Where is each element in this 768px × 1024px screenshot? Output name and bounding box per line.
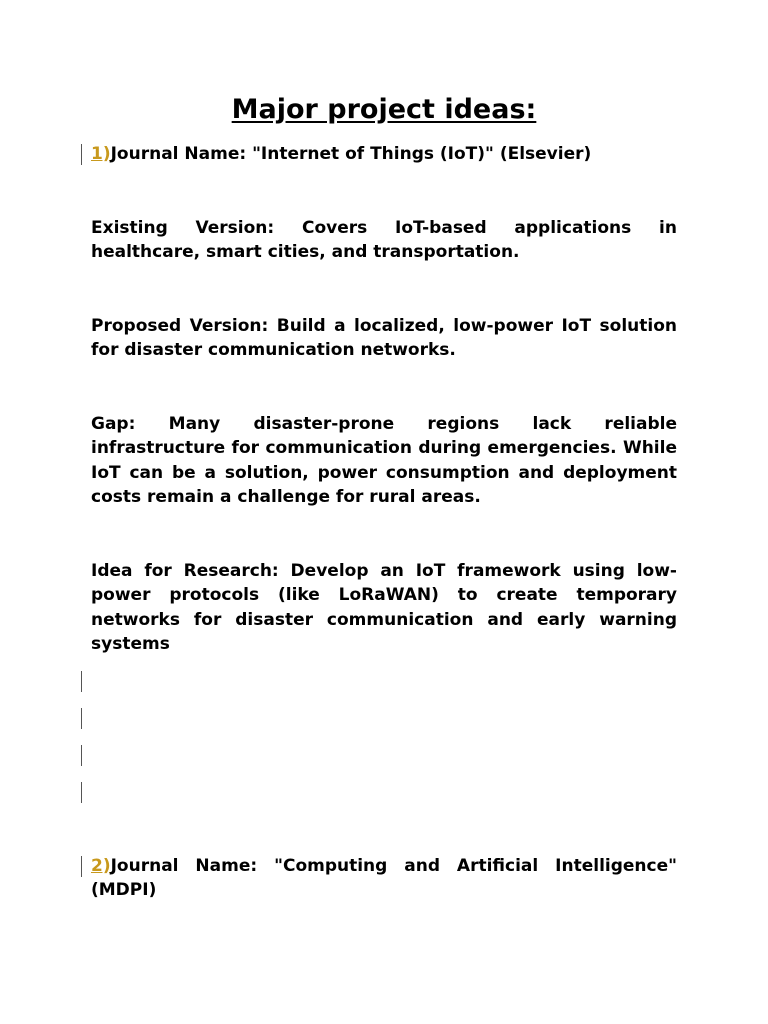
item-1-number: 1) bbox=[91, 144, 111, 164]
item-2-number: 2) bbox=[91, 856, 111, 876]
empty-paragraph-marker bbox=[81, 745, 82, 766]
item-1-research-idea: Idea for Research: Develop an IoT framework using low-power protocols (like LoRaWAN) to create temporary networks for disaster communication and early warning systems bbox=[91, 561, 677, 654]
item-2-journal-name: Journal Name: "Computing and Artificial Intelligence" (MDPI) bbox=[91, 856, 677, 901]
text-cursor-marker bbox=[81, 856, 82, 877]
empty-paragraph-marker bbox=[81, 671, 82, 692]
item-1-proposed-version: Proposed Version: Build a localized, low-power IoT solution for disaster communication networks. bbox=[91, 316, 677, 361]
item-1-journal-name: Journal Name: "Internet of Things (IoT)" (Elsevier) bbox=[110, 144, 592, 164]
text-cursor-marker bbox=[81, 144, 82, 165]
item-1-gap: Gap: Many disaster-prone regions lack reliable infrastructure for communication during emergencies. While IoT can be a solution, power consumption and deployment costs remain a challenge for rural areas. bbox=[91, 414, 677, 507]
item-1-existing-version: Existing Version: Covers IoT-based applications in healthcare, smart cities, and transportation. bbox=[91, 218, 677, 263]
page-title: Major project ideas: bbox=[231, 94, 537, 125]
empty-paragraph-marker bbox=[81, 708, 82, 729]
item-1-journal-heading bbox=[91, 142, 677, 166]
item-2-journal-heading bbox=[91, 854, 677, 903]
empty-paragraph-marker bbox=[81, 782, 82, 803]
